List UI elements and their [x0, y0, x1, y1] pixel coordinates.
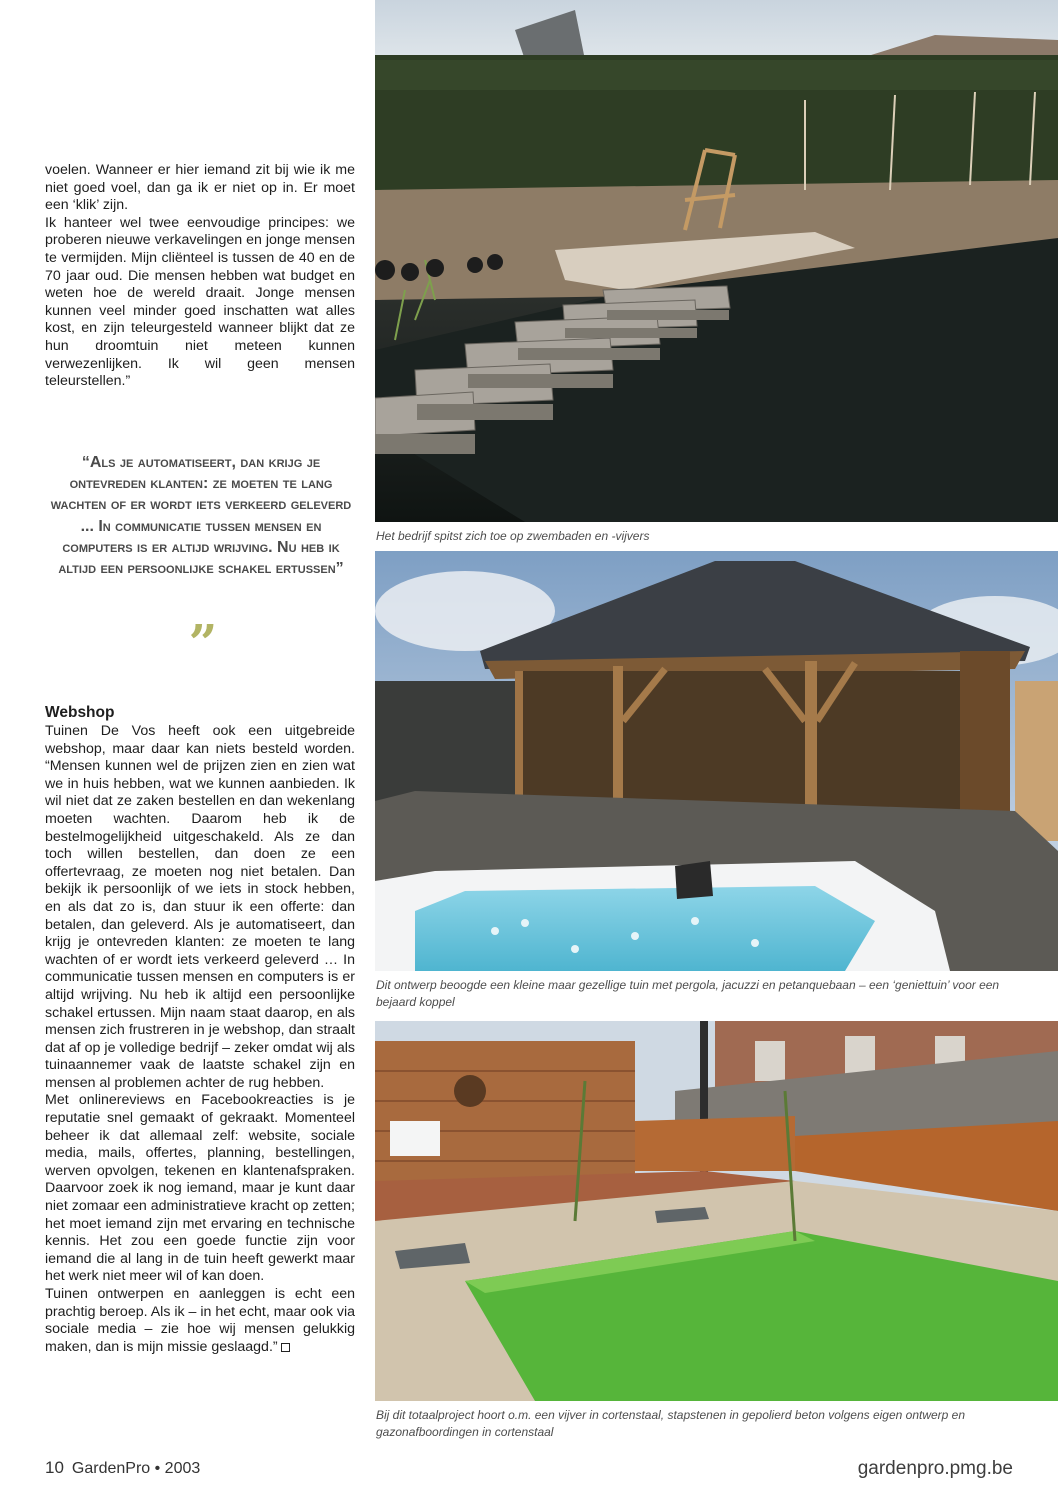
webshop-body — [45, 723, 355, 1356]
caption-pergola: Dit ontwerp beoogde een kleine maar gezellige tuin met pergola, jacuzzi en petanquebaan – een ‘geniettuin’ voor een bejaard koppel — [376, 978, 1000, 1009]
footer-left — [45, 1458, 200, 1478]
webshop-paragraph-2: Met onlinereviews en Facebookreacties is je reputatie snel gemaakt of gekraakt. Momenteel beheer ik dat allemaal zelf: website, sociale media, mails, offertes, planning, bestellingen, werven opvolgen, tekenen en klantenafspraken. Daarvoor zoek ik nog iemand, maar je kunt daar niet zomaar een administratieve kracht op zetten; het moet iemand zijn met ervaring en technische kennis. Het zou een goede functie zijn voor iemand die al lang in de tuin heeft gewerkt maar het werk niet meer wil of kan doen. — [45, 1092, 355, 1285]
intro-paragraph-2: Ik hanteer wel twee eenvoudige principes: we proberen nieuwe verkavelingen en jonge mensen te vermijden. Mijn cliënteel is tussen de 40 en de 70 jaar oud. Die mensen hebben wat budget en weten hoe de wereld draait. Jonge mensen kunnen veel minder goed inschatten wat alles kost, en zijn teleurgesteld wanneer blijkt dat ze hun droomtuin niet meteen kunnen verwezenlijken. Ik wil geen mensen teleurstellen.” — [45, 214, 355, 390]
section-heading-webshop: Webshop — [45, 704, 115, 721]
caption-garden: Bij dit totaalproject hoort o.m. een vijver in cortenstaal, stapstenen in gepolierd beton volgens eigen ontwerp en gazonafboordingen in cortenstaal — [376, 1408, 966, 1439]
quote-mark-icon: ” — [188, 613, 218, 672]
webshop-paragraph-1: Tuinen De Vos heeft ook een uitgebreide webshop, maar daar kan niets besteld worden. “Mensen kunnen wel de prijzen zien en zien wat we in huis hebben, wat we kunnen aanbieden. Ik wil niet dat ze zaken bestellen en dan wekenlang moeten wachten. Daarom heb ik de bestelmogelijkheid uitgeschakeld. Als ze dan toch willen bestellen, dan doen ze een offertevraag, ze moeten nog niet betalen. Dan bekijk ik persoonlijk of we iets in stock hebben, en als dat zo is, dan stuur ik een offerte: dan betalen, dan geleverd. Als je automatiseert, dan krijg je ontevreden klanten: ze moeten te lang wachten of er wordt iets verkeerd geleverd … In communicatie tussen mensen en computers is er altijd wrijving. Nu heb ik altijd een persoonlijke schakel ertussen. Mijn naam staat daarop, en als mensen zich frustreren in je webshop, dan straalt dat af op je volledige bedrijf – zeker omdat wij als tuinaannemer vaak de laatste schakel zijn en mensen al problemen achter de rug hebben. — [45, 723, 355, 1091]
photo-pond — [375, 0, 1058, 522]
end-of-article-icon — [281, 1343, 290, 1352]
webshop-paragraph-3-text: Tuinen ontwerpen en aanleggen is echt een prachtig beroep. Als ik – in het echt, maar ook via sociale media – zie hoe wij mensen gelukkig maken, dan is mijn missie geslaagd.” — [45, 1286, 355, 1355]
page-number: 10 — [45, 1458, 64, 1477]
magazine-issue: GardenPro • 2003 — [71, 1460, 201, 1477]
intro-paragraph-1: voelen. Wanneer er hier iemand zit bij wie ik me niet goed voel, dan ga ik er niet op in. Er moet een ‘klik’ zijn. — [45, 162, 355, 214]
photo-garden — [375, 1021, 1058, 1401]
webshop-paragraph-3 — [45, 1286, 355, 1356]
pull-quote: “Als je automatiseert, dan krijg je ontevreden klanten: ze moeten te lang wachten of er wordt iets verkeerd geleverd ... In communicatie tussen mensen en computers is er altijd wrijving. Nu heb ik altijd een persoonlijke schakel ertussen” — [50, 454, 352, 578]
photo-pergola — [375, 551, 1058, 971]
intro-text — [45, 162, 355, 391]
footer-url[interactable]: gardenpro.pmg.be — [857, 1458, 1013, 1479]
caption-pond: Het bedrijf spitst zich toe op zwembaden en -vijvers — [376, 529, 650, 543]
